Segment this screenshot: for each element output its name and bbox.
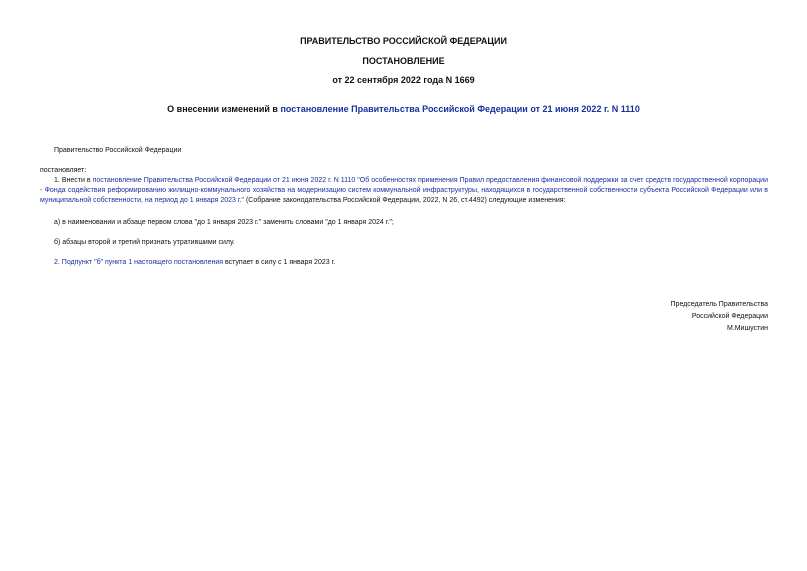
document-subject [0,104,807,115]
item-a-paragraph: а) в наименовании и абзаце первом слова "до 1 января 2023 г." заменить словами "до 1 января 2024 г."; [54,219,394,226]
government-heading: ПРАВИТЕЛЬСТВО РОССИЙСКОЙ ФЕДЕРАЦИИ [300,36,507,46]
signature-name: М.Мишустин [726,325,768,332]
document-type-heading: ПОСТАНОВЛЕНИЕ [362,56,445,66]
item-2-link[interactable]: 2. Подпункт "б" пункта 1 настоящего постановления [54,259,224,266]
item-2-suffix: вступает в силу с 1 января 2023 г. [223,259,336,266]
signature-title: Председатель Правительства [670,301,768,308]
item-1-link[interactable]: постановление Правительства Российской Федерации от 21 июня 2022 г. N 1110 "Об особенностях применения Правил предоставления финансовой поддержки за счет средств государственной корпорации - Фонда содействия реформированию жилищно-коммунального хозяйства на модернизацию систем коммунальной инфраструктуры, находящихся в государственной собственности субъекта Российской Федерации или в муниципальной собственности, на период до 1 января 2023 г." [40,177,768,204]
signature-organization: Российской Федерации [691,313,768,320]
subject-prefix: О внесении изменений в [167,104,281,114]
item-b-paragraph: б) абзацы второй и третий признать утратившими силу. [54,239,235,246]
item-1-paragraph [40,176,768,206]
signature-block [671,299,768,335]
item-1-prefix: 1. Внести в [54,177,93,184]
subject-link[interactable]: постановление Правительства Российской Федерации от 21 июня 2022 г. N 1110 [280,104,640,114]
government-line: Правительство Российской Федерации [54,147,182,154]
item-1-suffix: (Собрание законодательства Российской Федерации, 2022, N 26, ст.4492) следующие изменения: [244,197,566,204]
decides-line: постановляет: [40,167,87,174]
document-date-number: от 22 сентября 2022 года N 1669 [332,75,475,85]
item-2-paragraph [54,258,335,268]
